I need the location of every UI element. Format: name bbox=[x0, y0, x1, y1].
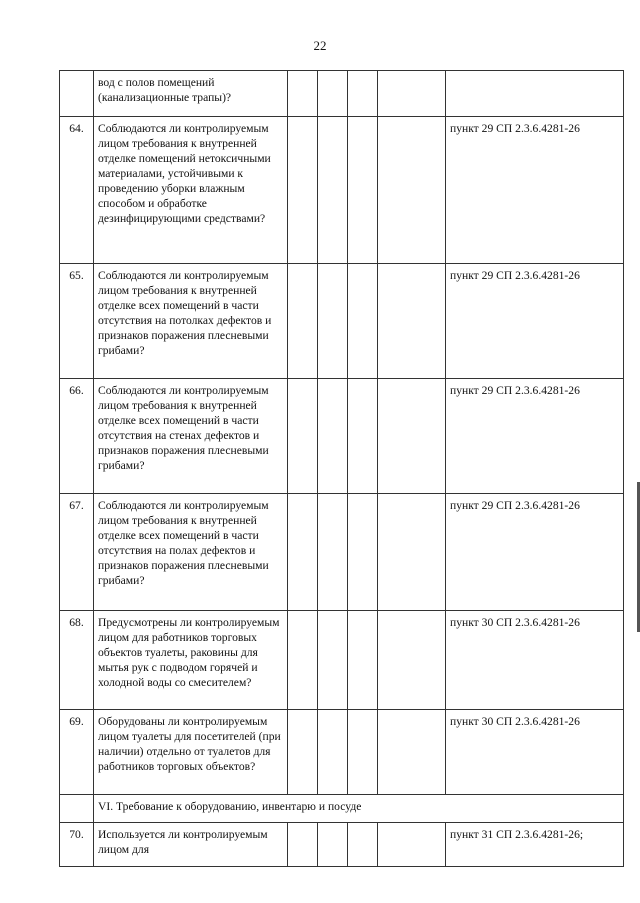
question-cell: Соблюдаются ли контролируемым лицом требования к внутренней отделке всех помещений в части отсутствия на потолках дефектов и признаков поражения плесневыми грибами? bbox=[94, 264, 288, 379]
answer-yes-cell bbox=[288, 823, 318, 867]
comment-cell bbox=[378, 823, 446, 867]
answer-yes-cell bbox=[288, 264, 318, 379]
table-row bbox=[60, 823, 624, 867]
answer-na-cell bbox=[348, 379, 378, 494]
row-number-cell: 70. bbox=[60, 823, 94, 867]
question-cell: вод с полов помещений (канализационные трапы)? bbox=[94, 71, 288, 117]
question-cell: Соблюдаются ли контролируемым лицом требования к внутренней отделке всех помещений в части отсутствия на стенах дефектов и признаков поражения плесневыми грибами? bbox=[94, 379, 288, 494]
answer-no-cell bbox=[318, 823, 348, 867]
reference-cell: пункт 29 СП 2.3.6.4281-26 bbox=[446, 264, 624, 379]
reference-cell: пункт 29 СП 2.3.6.4281-26 bbox=[446, 117, 624, 264]
comment-cell bbox=[378, 264, 446, 379]
comment-cell bbox=[378, 710, 446, 795]
question-cell: Используется ли контролируемым лицом для bbox=[94, 823, 288, 867]
answer-na-cell bbox=[348, 823, 378, 867]
section-title: VI. Требование к оборудованию, инвентарю и посуде bbox=[94, 795, 624, 823]
answer-na-cell bbox=[348, 264, 378, 379]
comment-cell bbox=[378, 117, 446, 264]
reference-cell: пункт 29 СП 2.3.6.4281-26 bbox=[446, 494, 624, 611]
answer-yes-cell bbox=[288, 117, 318, 264]
row-number-cell: 68. bbox=[60, 611, 94, 710]
table-row bbox=[60, 117, 624, 264]
section-row bbox=[60, 795, 624, 823]
comment-cell bbox=[378, 611, 446, 710]
answer-no-cell bbox=[318, 611, 348, 710]
answer-yes-cell bbox=[288, 494, 318, 611]
answer-yes-cell bbox=[288, 71, 318, 117]
answer-no-cell bbox=[318, 710, 348, 795]
row-number-cell bbox=[60, 71, 94, 117]
question-cell: Оборудованы ли контролируемым лицом туалеты для посетителей (при наличии) отдельно от туалетов для работников торговых объектов? bbox=[94, 710, 288, 795]
row-number-cell: 65. bbox=[60, 264, 94, 379]
answer-yes-cell bbox=[288, 710, 318, 795]
table-row bbox=[60, 710, 624, 795]
row-number-cell: 69. bbox=[60, 710, 94, 795]
answer-na-cell bbox=[348, 71, 378, 117]
answer-yes-cell bbox=[288, 611, 318, 710]
answer-no-cell bbox=[318, 117, 348, 264]
reference-cell bbox=[446, 71, 624, 117]
answer-no-cell bbox=[318, 71, 348, 117]
page-number: 22 bbox=[313, 38, 327, 53]
table-row bbox=[60, 264, 624, 379]
answer-na-cell bbox=[348, 494, 378, 611]
reference-cell: пункт 29 СП 2.3.6.4281-26 bbox=[446, 379, 624, 494]
table-row bbox=[60, 611, 624, 710]
table-row bbox=[60, 379, 624, 494]
question-cell: Соблюдаются ли контролируемым лицом требования к внутренней отделке всех помещений в части отсутствия на полах дефектов и признаков поражения плесневыми грибами? bbox=[94, 494, 288, 611]
table-row bbox=[60, 494, 624, 611]
row-number-cell: 67. bbox=[60, 494, 94, 611]
question-cell: Предусмотрены ли контролируемым лицом для работников торговых объектов туалеты, раковины для мытья рук с подводом горячей и холодной воды со смесителем? bbox=[94, 611, 288, 710]
answer-na-cell bbox=[348, 710, 378, 795]
answer-no-cell bbox=[318, 379, 348, 494]
reference-cell: пункт 31 СП 2.3.6.4281-26; bbox=[446, 823, 624, 867]
question-cell: Соблюдаются ли контролируемым лицом требования к внутренней отделке помещений нетоксичными материалами, устойчивыми к проведению уборки влажным способом и обработке дезинфицирующими средствами? bbox=[94, 117, 288, 264]
row-number-cell bbox=[60, 795, 94, 823]
answer-yes-cell bbox=[288, 379, 318, 494]
reference-cell: пункт 30 СП 2.3.6.4281-26 bbox=[446, 710, 624, 795]
comment-cell bbox=[378, 494, 446, 611]
comment-cell bbox=[378, 71, 446, 117]
comment-cell bbox=[378, 379, 446, 494]
table-row bbox=[60, 71, 624, 117]
answer-na-cell bbox=[348, 117, 378, 264]
checklist-table bbox=[59, 70, 624, 867]
answer-na-cell bbox=[348, 611, 378, 710]
row-number-cell: 64. bbox=[60, 117, 94, 264]
answer-no-cell bbox=[318, 264, 348, 379]
row-number-cell: 66. bbox=[60, 379, 94, 494]
answer-no-cell bbox=[318, 494, 348, 611]
reference-cell: пункт 30 СП 2.3.6.4281-26 bbox=[446, 611, 624, 710]
